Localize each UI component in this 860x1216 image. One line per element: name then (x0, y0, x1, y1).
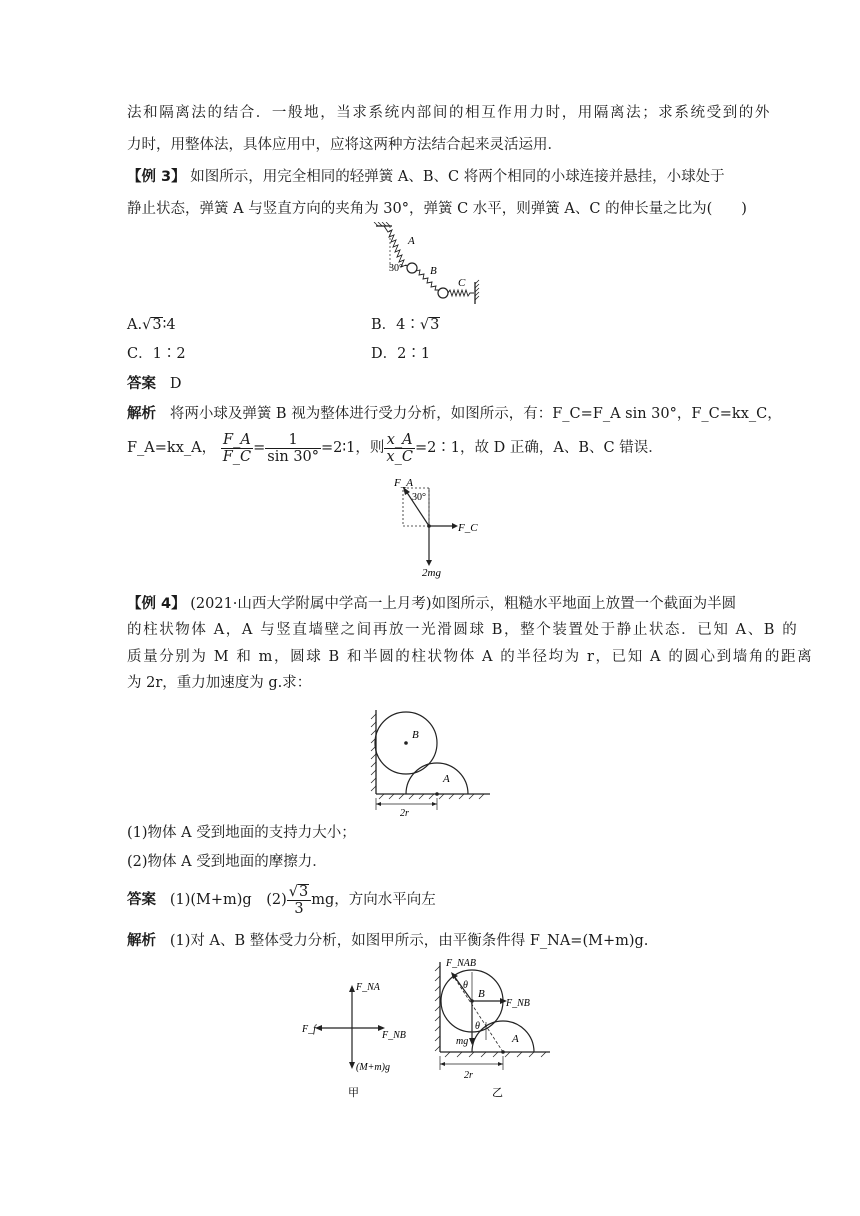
analysis-2-post: =2∶1，故 D 正确，A、B、C 错误． (414, 440, 663, 456)
intro-line-1: 法和隔离法的结合．一般地，当求系统内部间的相互作用力时，用隔离法；求系统受到的外 (127, 105, 771, 121)
example-3-question-text-1: 如图所示，用完全相同的轻弹簧 A、B、C 将两个相同的小球连接并悬挂，小球处于 (190, 169, 725, 185)
example-3-analysis-label: 解析 (127, 406, 156, 422)
option-c: C．1∶2 (127, 346, 186, 362)
analysis-2-pre: F_A=kx_A， (127, 440, 217, 456)
option-a-rest: ∶4 (162, 317, 176, 333)
yi-label-fnab: F_NAB (446, 958, 476, 969)
example-4-analysis-text-1: (1)对 A、B 整体受力分析，如图甲所示，由平衡条件得 F_NA=(M+m)g. (169, 933, 649, 949)
yi-label-a: A (512, 1033, 519, 1045)
example-4-answer-part-2: mg，方向水平向左 (311, 892, 436, 908)
option-a-root: 3 (152, 317, 162, 333)
yi-caption: 乙 (492, 1087, 503, 1099)
yi-label-theta-1: θ (463, 980, 468, 991)
example-4-answer-part-1: (1)(M+m)g (2) (169, 892, 287, 908)
example-4-question-line-1 (127, 594, 736, 614)
force-diagram-jia (296, 974, 416, 1098)
spring-system-figure (370, 222, 490, 312)
analysis-2-eq: = (253, 440, 266, 456)
jia-caption: 甲 (348, 1087, 359, 1098)
fraction-1-sin30: $\frac{1}{\sin 30^\circ}$ (267, 431, 320, 465)
example-3-analysis-line-2 (127, 428, 663, 468)
example-4-tag: 【例 4】 (127, 596, 186, 612)
example-3-answer (127, 374, 181, 394)
force-label-2mg: 2mg (422, 567, 441, 579)
force-diagram-yi (430, 954, 556, 1100)
example-4-question-text-1: (2021·山西大学附属中学高一上月考)如图所示，粗糙水平地面上放置一个截面为半圆 (190, 596, 737, 612)
yi-label-mg: mg (456, 1036, 469, 1047)
spring-angle-label: 30° (389, 263, 403, 274)
half-cylinder-label-a: A (443, 773, 450, 785)
yi-label-fnb: F_NB (506, 998, 530, 1009)
example-3-analysis-line-1 (127, 404, 782, 424)
example-3-question-line-2: 静止状态，弹簧 A 与竖直方向的夹角为 30°，弹簧 C 水平，则弹簧 A、C 的伸长量之比为( ) (127, 201, 747, 217)
force-diagram-example-3 (386, 474, 486, 580)
example-4-answer-label: 答案 (127, 892, 156, 908)
example-4-question-line-2: 的柱状物体 A，A 与竖直墙壁之间再放一光滑圆球 B，整个装置处于静止状态．已知 A、B 的 (127, 622, 799, 638)
example-3-answer-value: D (169, 376, 182, 392)
jia-label-ff: F_f (302, 1024, 316, 1035)
example-3-tag: 【例 3】 (127, 169, 186, 185)
example-4-analysis-label: 解析 (127, 933, 156, 949)
example-3-question-line-1 (127, 167, 725, 187)
example-4-question-line-3: 质量分别为 M 和 m，圆球 B 和半圆的柱状物体 A 的半径均为 r，已知 A 的圆心到墙角的距离 (127, 649, 814, 665)
example-4-question-line-4: 为 2r，重力加速度为 g.求： (127, 675, 312, 691)
spring-label-a: A (408, 235, 415, 247)
example-3-answer-label: 答案 (127, 376, 156, 392)
fraction-sqrt3-3: $\frac{√3}{3}$ (287, 884, 311, 917)
example-4-subquestion-1: (1)物体 A 受到地面的支持力大小； (127, 825, 356, 841)
force-label-fc: F_C (458, 522, 478, 534)
example-4-subquestion-2: (2)物体 A 受到地面的摩擦力． (127, 854, 327, 870)
force-angle-label: 30° (412, 492, 426, 503)
option-d: D．2∶1 (371, 346, 431, 362)
sphere-label-b: B (412, 729, 419, 741)
spring-label-c: C (458, 277, 466, 289)
option-b-root: 3 (430, 317, 440, 333)
option-b-label: B．4∶ (371, 317, 420, 333)
yi-label-2r: 2r (464, 1070, 473, 1081)
wall-spheres-figure (368, 706, 494, 818)
example-3-analysis-text-1: 将两小球及弹簧 B 视为整体进行受力分析，如图所示，有：F_C=F_A sin 30°，F_C=kx_C， (169, 406, 782, 422)
spring-label-b: B (430, 265, 437, 277)
distance-label-2r: 2r (400, 808, 409, 818)
fraction-xa-xc: $\frac{x\_A}{x\_C}$ (386, 431, 413, 465)
analysis-2-mid: =2∶1，则 (321, 440, 385, 456)
option-b: B．4∶√3 (371, 317, 440, 333)
jia-label-fna: F_NA (356, 982, 380, 993)
option-a-label: A. (127, 317, 143, 333)
intro-line-2: 力时，用整体法，具体应用中，应将这两种方法结合起来灵活运用． (127, 137, 562, 153)
yi-label-theta-2: θ (475, 1021, 480, 1032)
jia-label-fnb: F_NB (382, 1030, 406, 1041)
example-4-answer (127, 882, 436, 918)
fraction-fa-fc: $\frac{F\_A}{F\_C}$ (222, 431, 252, 465)
jia-label-weight: (M+m)g (356, 1062, 390, 1073)
yi-label-b: B (478, 988, 485, 1000)
example-4-analysis-line-1 (127, 931, 648, 951)
option-a: A.√3∶4 (127, 317, 176, 333)
force-label-fa: F_A (394, 477, 413, 489)
